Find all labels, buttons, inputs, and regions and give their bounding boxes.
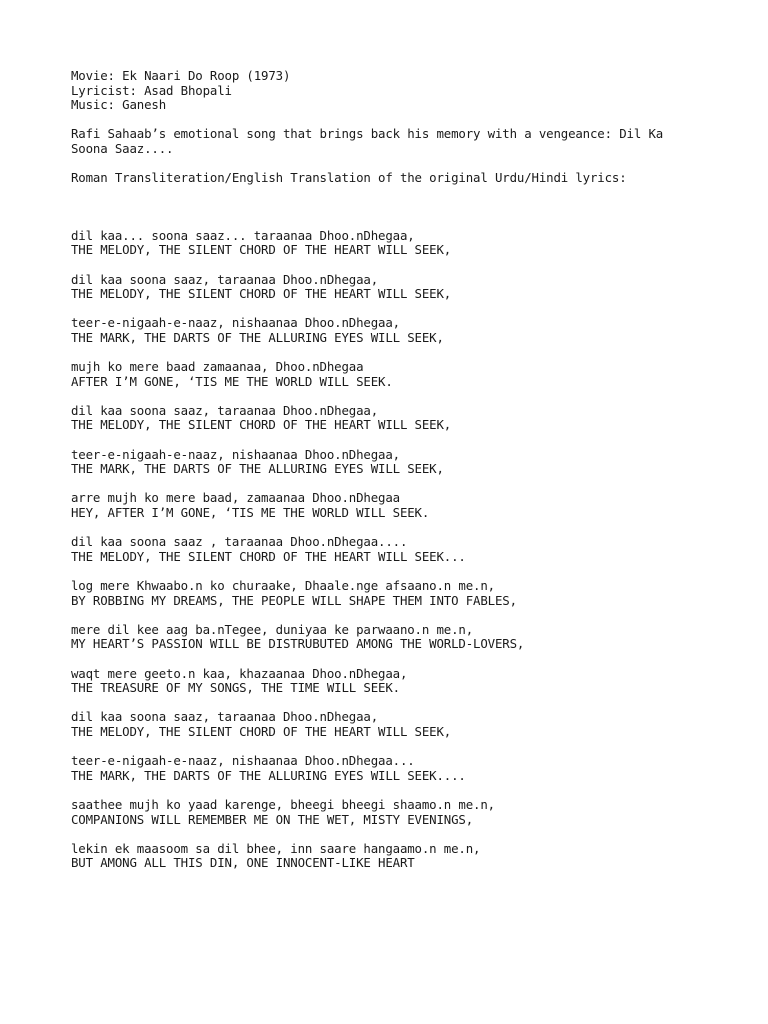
english-translation-line: THE MARK, THE DARTS OF THE ALLURING EYES WILL SEEK, <box>71 329 444 345</box>
intro-line-2: Soona Saaz.... <box>71 140 174 156</box>
roman-transliteration-line: saathee mujh ko yaad karenge, bheegi bheegi shaamo.n me.n, <box>71 796 495 812</box>
english-translation-line: THE MELODY, THE SILENT CHORD OF THE HEART WILL SEEK, <box>71 286 452 302</box>
lyric-couplet <box>71 360 751 389</box>
roman-transliteration-line: dil kaa soona saaz, taraanaa Dhoo.nDhegaa, <box>71 271 379 287</box>
lyric-couplet <box>71 710 751 739</box>
roman-transliteration-line: log mere Khwaabo.n ko churaake, Dhaale.nge afsaano.n me.n, <box>71 578 495 593</box>
roman-transliteration-line: waqt mere geeto.n kaa, khazaanaa Dhoo.nDhegaa, <box>71 665 408 681</box>
english-translation-line: COMPANIONS WILL REMEMBER ME ON THE WET, MISTY EVENINGS, <box>71 811 474 827</box>
translation-note: Roman Transliteration/English Translation of the original Urdu/Hindi lyrics: <box>71 170 627 186</box>
english-translation-line: MY HEART’S PASSION WILL BE DISTRUBUTED AMONG THE WORLD-LOVERS, <box>71 636 525 652</box>
document-page <box>71 69 751 871</box>
lyric-couplet <box>71 667 751 696</box>
song-metadata <box>71 69 751 113</box>
lyric-couplet <box>71 842 751 871</box>
roman-transliteration-line: dil kaa... soona saaz... taraanaa Dhoo.nDhegaa, <box>71 227 415 243</box>
lyric-couplet <box>71 448 751 477</box>
english-translation-line: THE MELODY, THE SILENT CHORD OF THE HEART WILL SEEK, <box>71 242 452 258</box>
english-translation-line: AFTER I’M GONE, ‘TIS ME THE WORLD WILL SEEK. <box>71 373 393 389</box>
english-translation-line: THE TREASURE OF MY SONGS, THE TIME WILL SEEK. <box>71 680 400 696</box>
roman-transliteration-line: teer-e-nigaah-e-naaz, nishaanaa Dhoo.nDhegaa, <box>71 315 400 331</box>
music-line: Music: Ganesh <box>71 97 167 113</box>
roman-transliteration-line: arre mujh ko mere baad, zamaanaa Dhoo.nDhegaa <box>71 490 400 506</box>
lyrics-section-3 <box>71 798 751 871</box>
lyric-couplet <box>71 491 751 520</box>
roman-transliteration-line: lekin ek maasoom sa dil bhee, inn saare hangaamo.n me.n, <box>71 840 481 856</box>
lyricist-line: Lyricist: Asad Bhopali <box>71 82 232 98</box>
lyric-couplet <box>71 229 751 258</box>
roman-transliteration-line: dil kaa soona saaz , taraanaa Dhoo.nDhegaa.... <box>71 534 408 550</box>
english-translation-line: THE MARK, THE DARTS OF THE ALLURING EYES WILL SEEK, <box>71 461 444 477</box>
intro-paragraph <box>71 127 751 156</box>
intro-line-1: Rafi Sahaab’s emotional song that brings back his memory with a vengeance: Dil Ka <box>71 126 664 142</box>
lyrics-section-1 <box>71 229 751 565</box>
lyric-couplet <box>71 579 751 608</box>
lyric-couplet <box>71 754 751 783</box>
lyric-couplet <box>71 535 751 564</box>
roman-transliteration-line: dil kaa soona saaz, taraanaa Dhoo.nDhegaa, <box>71 709 379 725</box>
roman-transliteration-line: teer-e-nigaah-e-naaz, nishaanaa Dhoo.nDhegaa... <box>71 753 415 769</box>
lyric-couplet <box>71 798 751 827</box>
lyric-couplet <box>71 623 751 652</box>
lyric-couplet <box>71 273 751 302</box>
movie-line: Movie: Ek Naari Do Roop (1973) <box>71 68 291 83</box>
english-translation-line: THE MELODY, THE SILENT CHORD OF THE HEART WILL SEEK... <box>71 548 466 564</box>
roman-transliteration-line: mujh ko mere baad zamaanaa, Dhoo.nDhegaa <box>71 359 364 375</box>
lyric-couplet <box>71 404 751 433</box>
english-translation-line: THE MELODY, THE SILENT CHORD OF THE HEART WILL SEEK, <box>71 723 452 739</box>
english-translation-line: BUT AMONG ALL THIS DIN, ONE INNOCENT-LIKE HEART <box>71 855 415 871</box>
english-translation-line: BY ROBBING MY DREAMS, THE PEOPLE WILL SHAPE THEM INTO FABLES, <box>71 592 517 608</box>
english-translation-line: HEY, AFTER I’M GONE, ‘TIS ME THE WORLD WILL SEEK. <box>71 505 430 521</box>
english-translation-line: THE MELODY, THE SILENT CHORD OF THE HEART WILL SEEK, <box>71 417 452 433</box>
roman-transliteration-line: mere dil kee aag ba.nTegee, duniyaa ke parwaano.n me.n, <box>71 621 474 637</box>
english-translation-line: THE MARK, THE DARTS OF THE ALLURING EYES WILL SEEK.... <box>71 767 466 783</box>
roman-transliteration-line: dil kaa soona saaz, taraanaa Dhoo.nDhegaa, <box>71 402 379 418</box>
lyric-couplet <box>71 316 751 345</box>
lyrics-section-2 <box>71 579 751 783</box>
roman-transliteration-line: teer-e-nigaah-e-naaz, nishaanaa Dhoo.nDhegaa, <box>71 446 400 462</box>
